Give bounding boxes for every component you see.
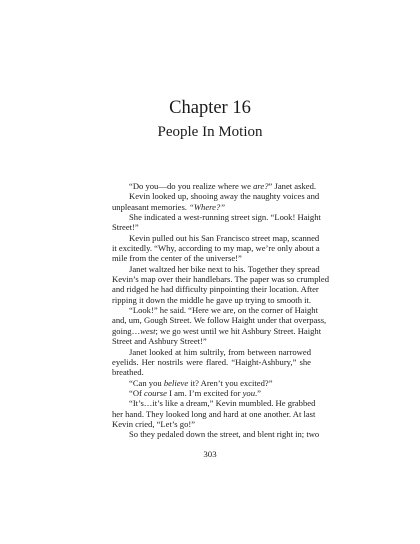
italic-text: west <box>140 325 156 336</box>
text-segment: eyelids. Her nostrils were flared. “Haight-Ashbury,” she <box>112 356 311 367</box>
text-segment: it? Aren’t you excited?” <box>188 377 273 388</box>
text-segment: Kevin’s map over their handlebars. The paper was so crumpled <box>112 274 330 285</box>
text-segment: breathed. <box>112 367 144 378</box>
text-line <box>112 336 311 346</box>
chapter-number: Chapter 16 <box>169 98 251 118</box>
text-line <box>112 253 311 263</box>
text-segment: Street and Ashbury Street!” <box>112 336 207 347</box>
text-segment: ” Janet asked. <box>268 181 317 191</box>
italic-text: believe <box>163 377 189 388</box>
text-segment: Janet looked at him sultrily, from between narrowed <box>129 346 311 357</box>
text-line <box>112 181 317 191</box>
italic-text: “Where?” <box>189 201 226 212</box>
page-number: 303 <box>203 449 217 459</box>
text-segment: “Of <box>129 387 145 398</box>
text-segment: “It’s…it’s like a dream,” Kevin mumbled. He grabbed <box>129 398 316 409</box>
text-line <box>112 357 311 367</box>
text-line <box>112 284 319 295</box>
text-segment: her hand. They looked long and hard at one another. At last <box>112 408 316 419</box>
text-line <box>112 347 311 357</box>
text-line <box>112 243 320 254</box>
text-line <box>112 274 330 285</box>
italic-text: you <box>242 387 256 398</box>
text-segment: Kevin looked up, shooing away the naughty voices and <box>129 191 320 202</box>
text-segment: unpleasant memories. <box>112 201 190 212</box>
text-segment: “Can you <box>129 377 164 388</box>
text-segment: and, um, Gough Street. We follow Haight under that overpass, <box>112 315 327 326</box>
text-line <box>112 419 311 429</box>
text-line <box>112 295 311 305</box>
text-line <box>112 325 322 336</box>
italic-text: course <box>144 387 167 398</box>
text-line <box>112 429 320 440</box>
text-line <box>112 388 311 398</box>
text-segment: ripping it down the middle he gave up trying to smooth it. <box>112 294 312 305</box>
text-line <box>112 263 320 274</box>
text-segment: going… <box>112 325 141 336</box>
text-segment: mile from the center of the universe!” <box>112 253 242 264</box>
text-segment: “Look!” he said. “Here we are, on the corner of Haight <box>129 305 318 316</box>
text-segment: Street!” <box>112 222 139 233</box>
text-line <box>112 212 321 223</box>
text-line <box>112 232 320 243</box>
text-segment: “Do you—do you realize where we <box>129 181 254 191</box>
text-segment: Janet waltzed her bike next to his. Together they spread <box>129 263 320 274</box>
text-line <box>112 305 318 316</box>
text-segment: ; we go west until we hit Ashbury Street. Haight <box>155 325 322 336</box>
text-segment: So they pedaled down the street, and blent right in; two <box>129 429 320 440</box>
text-line <box>112 202 311 212</box>
text-line <box>112 398 316 409</box>
text-line <box>112 222 311 232</box>
text-segment: Kevin cried, “Let’s go!” <box>112 418 196 429</box>
text-segment: .” <box>255 387 261 398</box>
text-line <box>112 367 311 377</box>
text-line <box>112 378 311 388</box>
text-segment: I am. I’m excited for <box>166 387 243 398</box>
text-segment: and ridged he had difficulty pinpointing their location. After <box>112 284 319 295</box>
text-line <box>112 315 327 326</box>
text-line <box>112 408 316 419</box>
italic-text: are? <box>253 181 269 191</box>
text-line <box>112 191 320 202</box>
body-text <box>112 181 330 440</box>
text-segment: Kevin pulled out his San Francisco street map, scanned <box>129 232 320 243</box>
text-segment: She indicated a west-running street sign. “Look! Haight <box>129 212 321 223</box>
chapter-title: People In Motion <box>157 124 263 140</box>
text-segment: it excitedly. “Why, according to my map, we’re only about a <box>112 243 320 254</box>
